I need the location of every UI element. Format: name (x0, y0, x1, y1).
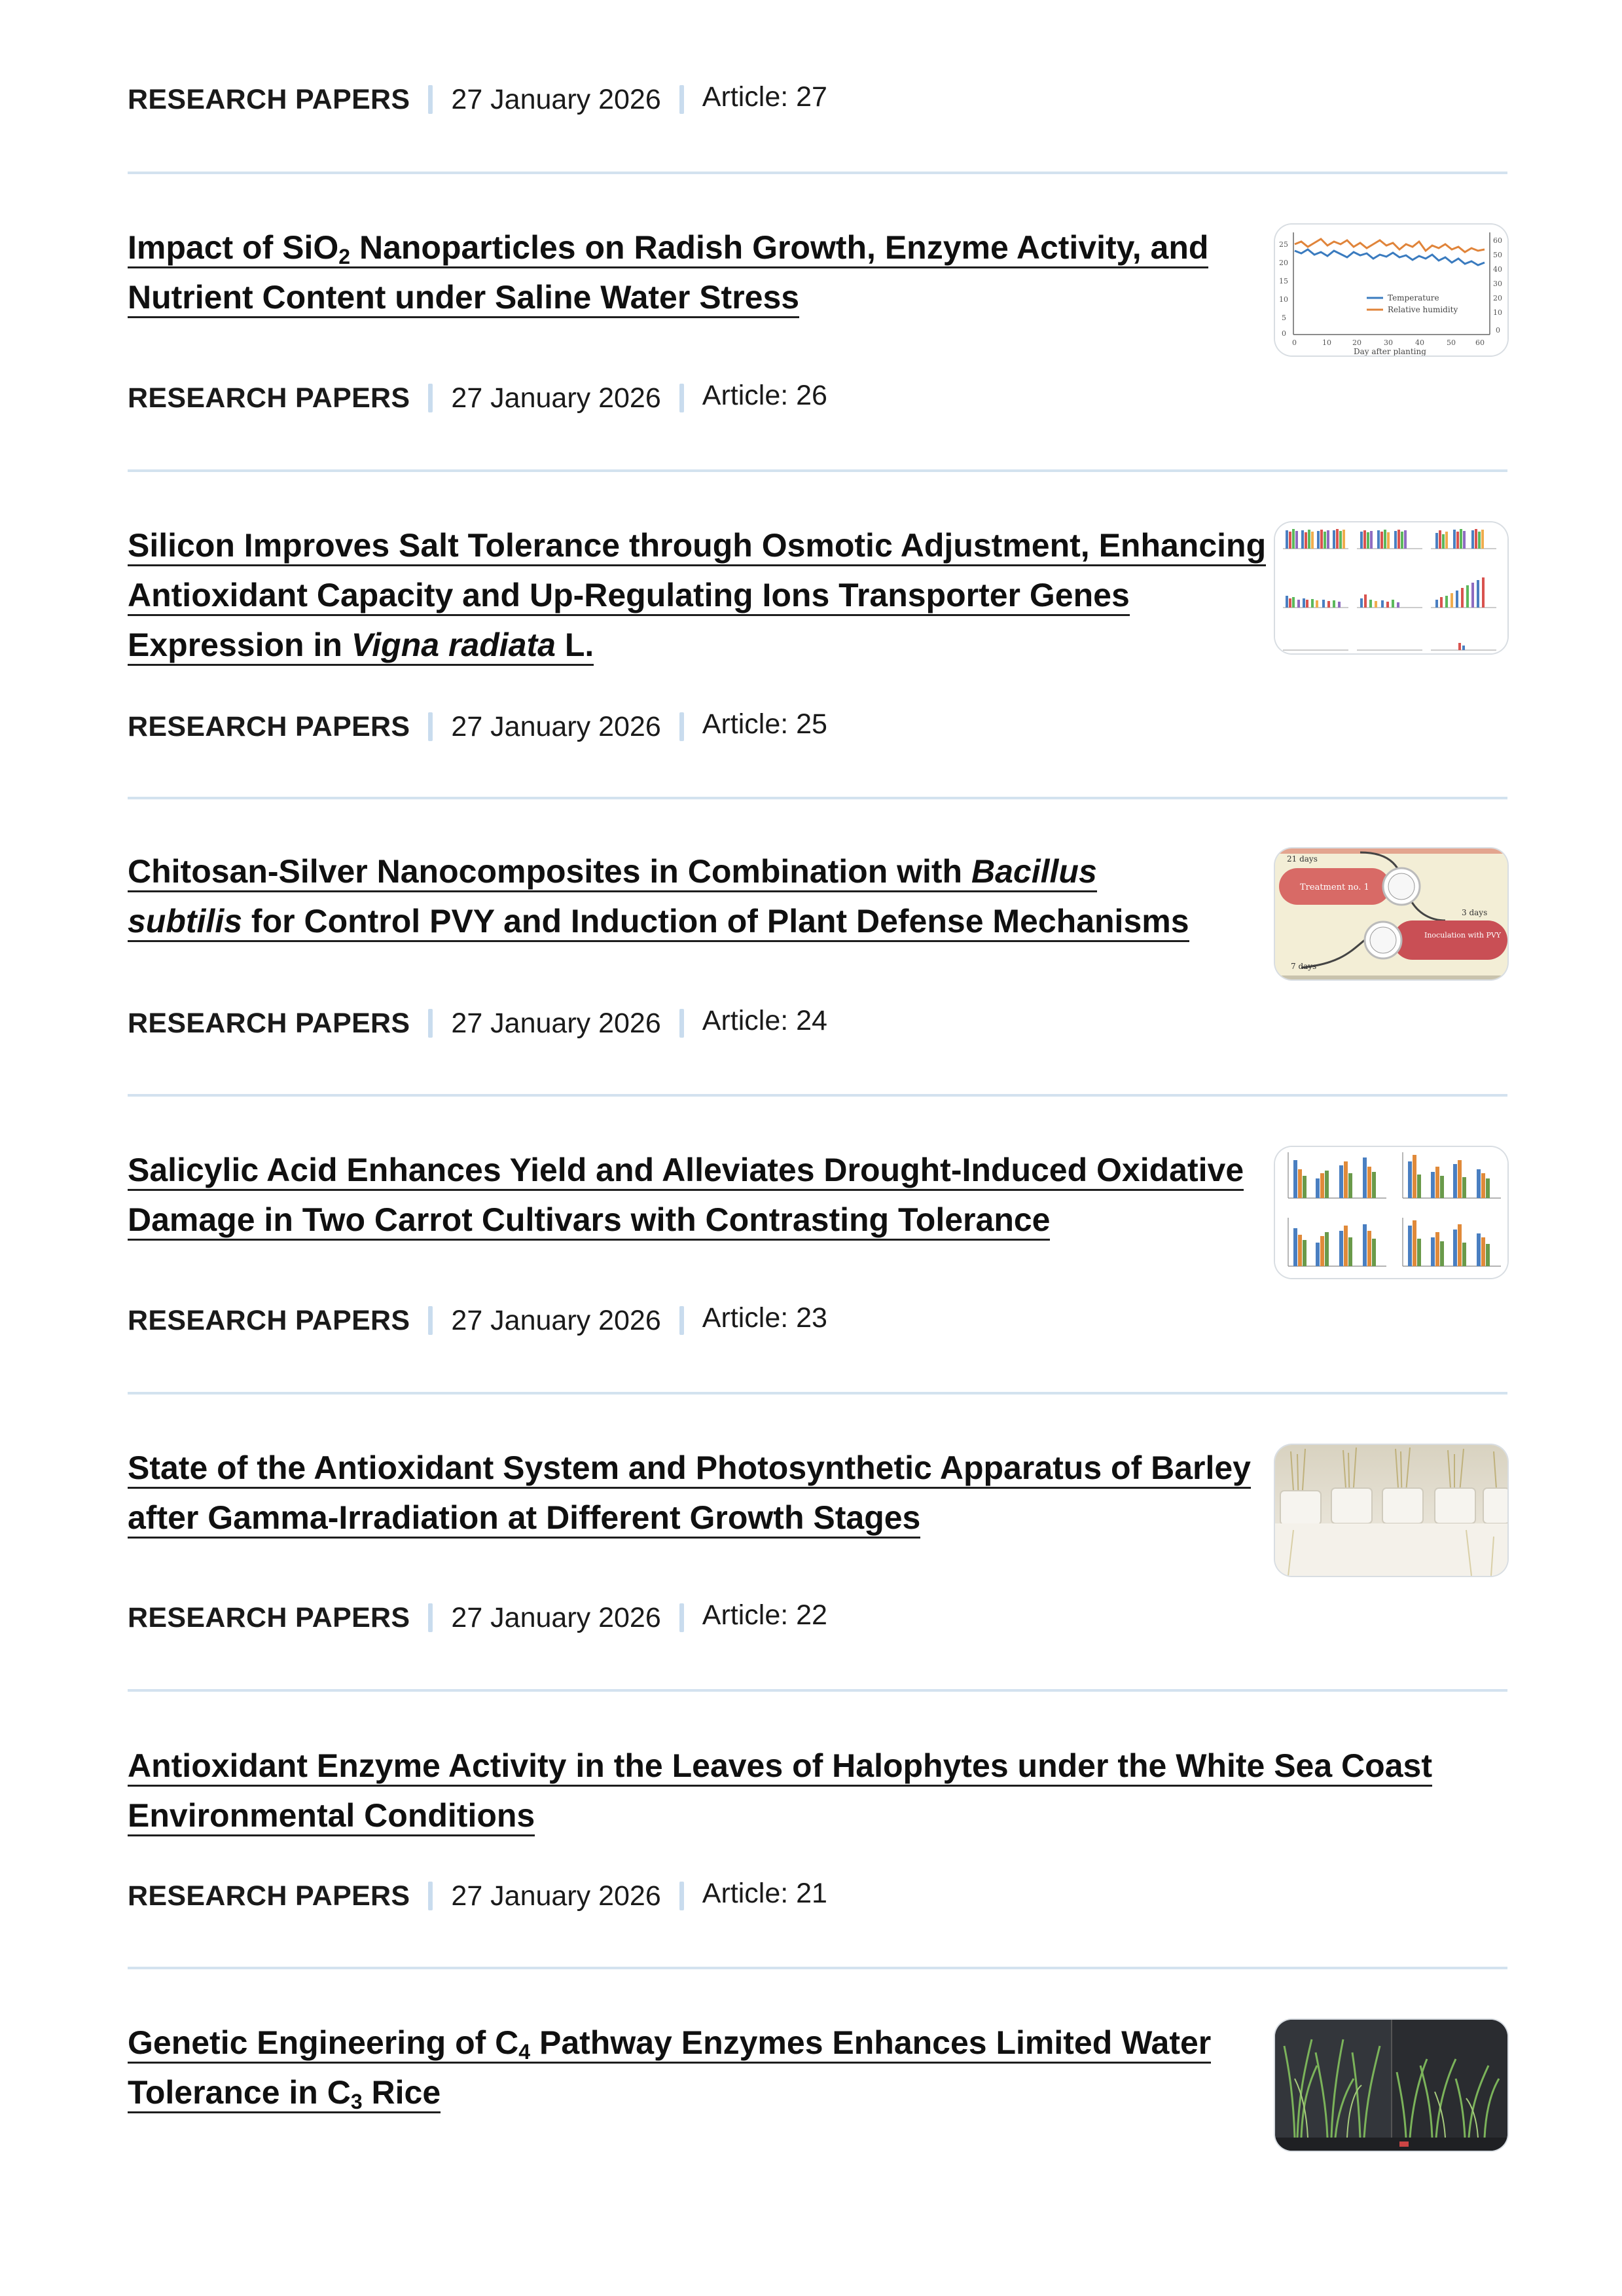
article-thumbnail[interactable] (1275, 2020, 1507, 2151)
meta-separator (679, 1882, 684, 1910)
schema-label: 7 days (1291, 962, 1317, 971)
schema-label: 3 days (1462, 908, 1488, 917)
category-link[interactable]: RESEARCH PAPERS (128, 1880, 410, 1912)
meta-separator (679, 85, 684, 114)
category-link[interactable]: RESEARCH PAPERS (128, 382, 410, 414)
article-thumbnail[interactable] (1275, 1445, 1507, 1576)
y-tick: 40 (1493, 265, 1502, 274)
article-number: Article: 23 (702, 1302, 827, 1334)
meta-separator (428, 85, 433, 114)
schema-label: Inoculation with PVY (1424, 931, 1502, 939)
publish-date: 27 January 2026 (451, 1880, 661, 1912)
article-thumbnail[interactable] (1275, 1147, 1507, 1278)
article-thumbnail[interactable] (1275, 225, 1507, 355)
publish-date: 27 January 2026 (451, 1601, 661, 1633)
article-title-link[interactable]: Silicon Improves Salt Tolerance through Osmotic Adjustment, Enhancing Antioxidant Capacity and Up-Regulating Ions Transporter Genes Expression in Vigna radiata L. (128, 520, 1266, 670)
meta-separator (679, 712, 684, 741)
x-tick: 50 (1447, 338, 1456, 347)
article-number: Article: 24 (702, 1004, 827, 1036)
article-title-link[interactable]: Salicylic Acid Enhances Yield and Alleviates Drought-Induced Oxidative Damage in Two Carrot Cultivars with Contrasting Tolerance (128, 1145, 1244, 1245)
publish-date: 27 January 2026 (451, 1304, 661, 1336)
article-meta (128, 1876, 827, 1916)
article-number: Article: 21 (702, 1877, 827, 1909)
divider (128, 172, 1507, 174)
divider (128, 1967, 1507, 1969)
article-thumbnail[interactable] (1275, 848, 1507, 979)
legend-label: Temperature (1388, 293, 1439, 302)
x-tick: 40 (1415, 338, 1424, 347)
article-meta (128, 707, 827, 746)
divider (128, 469, 1507, 472)
article-title-link[interactable]: Antioxidant Enzyme Activity in the Leaves of Halophytes under the White Sea Coast Environmental Conditions (128, 1741, 1432, 1840)
meta-separator (679, 384, 684, 412)
x-axis-label: Day after planting (1354, 347, 1426, 355)
article-meta (128, 1598, 827, 1637)
y-tick: 5 (1282, 314, 1286, 322)
y-tick: 30 (1493, 280, 1502, 288)
rice-photo-thumbnail (1275, 2020, 1507, 2151)
legend-label: Relative humidity (1388, 305, 1458, 314)
y-tick: 25 (1279, 240, 1288, 249)
meta-separator (428, 712, 433, 741)
article-title-link[interactable]: State of the Antioxidant System and Photosynthetic Apparatus of Barley after Gamma-Irradiation at Different Growth Stages (128, 1443, 1251, 1542)
article-title-link[interactable]: Impact of SiO$_2$ Nanoparticles on Radish Growth, Enzyme Activity, and Nutrient Content under Saline Water Stress (128, 223, 1208, 322)
publish-date: 27 January 2026 (451, 1007, 661, 1039)
publish-date: 27 January 2026 (451, 382, 661, 414)
article-number: Article: 25 (702, 708, 827, 740)
meta-separator (679, 1603, 684, 1632)
x-tick: 60 (1475, 338, 1485, 347)
x-tick: 0 (1292, 338, 1297, 347)
y-tick: 20 (1493, 294, 1502, 302)
category-link[interactable]: RESEARCH PAPERS (128, 83, 410, 115)
publish-date: 27 January 2026 (451, 83, 661, 115)
line-chart-thumbnail (1275, 225, 1507, 355)
y-tick: 20 (1279, 259, 1288, 267)
category-link[interactable]: RESEARCH PAPERS (128, 1304, 410, 1336)
y-tick: 0 (1496, 326, 1500, 335)
meta-separator (679, 1306, 684, 1335)
article-meta (128, 378, 827, 418)
y-tick: 10 (1493, 308, 1502, 317)
divider (128, 797, 1507, 799)
y-tick: 15 (1279, 277, 1288, 285)
x-tick: 20 (1352, 338, 1361, 347)
category-link[interactable]: RESEARCH PAPERS (128, 1601, 410, 1633)
category-link[interactable]: RESEARCH PAPERS (128, 1007, 410, 1039)
meta-separator (428, 1882, 433, 1910)
article-number: Article: 26 (702, 379, 827, 411)
article-meta (128, 80, 827, 119)
schema-thumbnail (1275, 848, 1507, 979)
meta-separator (428, 1009, 433, 1038)
meta-separator (679, 1009, 684, 1038)
schema-label: 21 days (1287, 854, 1318, 864)
y-tick: 50 (1493, 251, 1502, 259)
article-meta (128, 1004, 827, 1043)
article-title-link[interactable]: Chitosan-Silver Nanocomposites in Combination with Bacillus subtilis for Control PVY and Induction of Plant Defense Mechanisms (128, 847, 1189, 946)
divider (128, 1392, 1507, 1394)
bar-chart-grid-thumbnail (1275, 522, 1507, 653)
x-tick: 10 (1322, 338, 1331, 347)
divider (128, 1094, 1507, 1097)
meta-separator (428, 384, 433, 412)
article-thumbnail[interactable] (1275, 522, 1507, 653)
article-number: Article: 22 (702, 1599, 827, 1631)
plant-photo-thumbnail (1275, 1445, 1507, 1576)
y-tick: 60 (1493, 236, 1502, 245)
publish-date: 27 January 2026 (451, 710, 661, 742)
meta-separator (428, 1306, 433, 1335)
bar-chart-grid-thumbnail (1275, 1147, 1507, 1278)
article-title-link[interactable]: Genetic Engineering of $C_4$ Pathway Enzymes Enhances Limited Water Tolerance in $C_3$ Rice (128, 2024, 1212, 2113)
y-tick: 0 (1282, 329, 1286, 338)
y-tick: 10 (1279, 295, 1288, 304)
divider (128, 1689, 1507, 1692)
article-number: Article: 27 (702, 81, 827, 113)
article-meta (128, 1301, 827, 1340)
x-tick: 30 (1384, 338, 1393, 347)
category-link[interactable]: RESEARCH PAPERS (128, 710, 410, 742)
schema-label: Treatment no. 1 (1300, 883, 1369, 892)
meta-separator (428, 1603, 433, 1632)
